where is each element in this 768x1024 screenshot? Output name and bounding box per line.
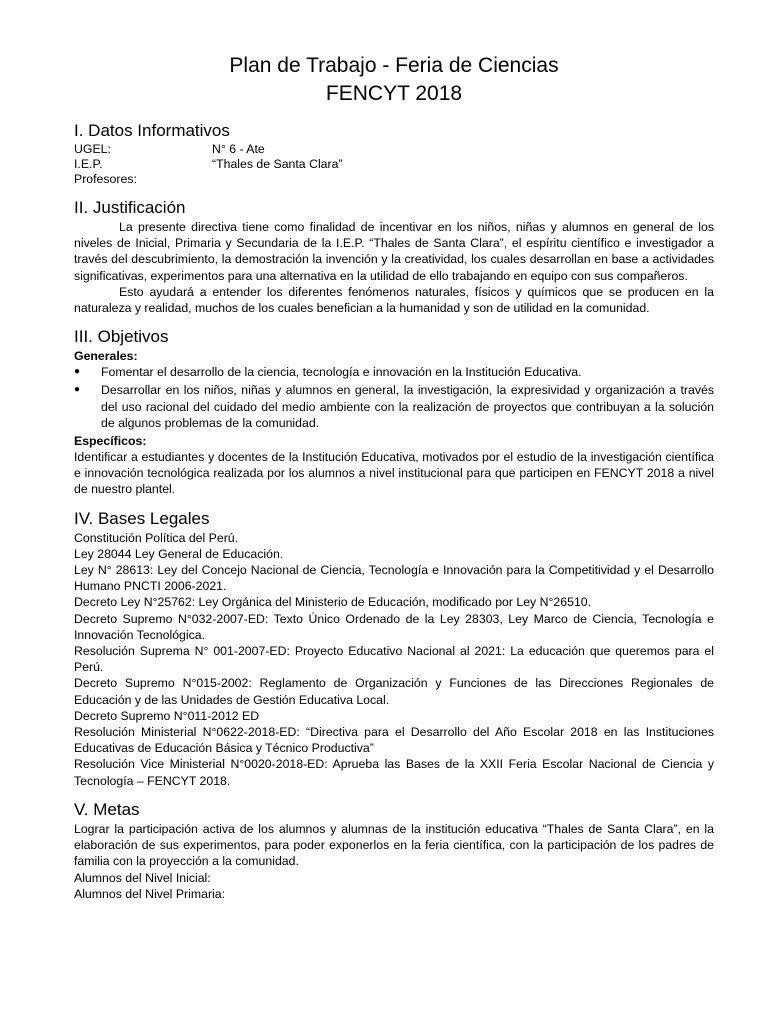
section-datos <box>74 120 714 187</box>
section-heading-bases: IV. Bases Legales <box>74 508 210 528</box>
legal-item: Resolución Ministerial N°0622-2018-ED: “Directiva para el Desarrollo del Año Escolar 2018 en las Instituciones Educativas de Educación Básica y Técnico Productiva” <box>74 725 714 756</box>
info-row <box>74 157 714 172</box>
document-subtitle: FENCYT 2018 <box>325 82 463 105</box>
info-label: Profesores: <box>74 172 137 186</box>
bullet-list <box>74 364 714 431</box>
section-bases-legales <box>74 508 714 789</box>
title-block <box>74 52 714 108</box>
legal-item: Decreto Supremo N°032-2007-ED: Texto Único Ordenado de la Ley 28303, Ley Marco de Ciencia, Tecnología e Innovación Tecnológica. <box>74 611 714 642</box>
section-heading-justificacion: II. Justificación <box>74 198 186 217</box>
list-item-text: Desarrollar en los niños, niñas y alumnos en general, la investigación, la expresividad y organización a través del uso racional del cuidado del medio ambiente con la realización de proyectos que contribuyan a la solución de algunos problemas de la comunidad. <box>101 383 714 430</box>
list-item-text: Fomentar el desarrollo de la ciencia, tecnología e innovación en la Institución Educativa. <box>101 365 582 380</box>
info-label: UGEL: <box>74 142 111 156</box>
legal-item: Ley 28044 Ley General de Educación. <box>74 546 284 561</box>
metas-line: Alumnos del Nivel Inicial: <box>74 870 211 885</box>
legal-item: Decreto Supremo N°015-2002: Reglamento de Organización y Funciones de las Direcciones Regionales de Educación y de las Unidades de Gestión Educativa Local. <box>74 676 714 707</box>
subheading-generales: Generales: <box>74 349 138 364</box>
section-heading-objetivos: III. Objetivos <box>74 327 169 347</box>
list-item <box>74 364 714 380</box>
paragraph: La presente directiva tiene como finalidad de incentivar en los niños, niñas y alumnos en general de los niveles de Inicial, Primaria y Secundaria de la I.E.P. “Thales de Santa Clara”, el espíritu científico e investigador a través del descubrimiento, la demostración la invención y la creatividad, los cuales desarrollan en base a actividades significativas, experimentos para una alternativa en la utilidad de ello trabajando en equipo con sus compañeros. <box>74 220 714 283</box>
document-title: Plan de Trabajo - Feria de Ciencias <box>229 54 559 77</box>
subheading-especificos: Específicos: <box>74 434 147 449</box>
section-metas <box>74 799 714 902</box>
section-objetivos <box>74 326 714 497</box>
paragraph: Esto ayudará a entender los diferentes fenómenos naturales, físicos y químicos que se producen en la naturaleza y realidad, muchos de los cuales benefician a la humanidad y son de utilidad en la comunidad. <box>74 284 714 316</box>
bullet-icon: ● <box>74 366 81 378</box>
section-heading-datos: I. Datos Informativos <box>74 121 230 140</box>
legal-item: Resolución Vice Ministerial N°0020-2018-ED: Aprueba las Bases de la XXII Feria Escolar Nacional de Ciencia y Tecnología – FENCYT 2018. <box>74 757 714 788</box>
section-justificacion <box>74 197 714 316</box>
info-label: I.E.P. <box>74 157 103 171</box>
info-value: “Thales de Santa Clara” <box>212 157 343 171</box>
legal-item: Resolución Suprema N° 001-2007-ED: Proyecto Educativo Nacional al 2021: La educación que queremos para el Perú. <box>74 644 714 675</box>
info-value: N° 6 - Ate <box>212 142 265 156</box>
info-row <box>74 172 714 187</box>
legal-item: Constitución Política del Perú. <box>74 530 239 545</box>
legal-item: Decreto Ley N°25762: Ley Orgánica del Ministerio de Educación, modificado por Ley N°26510. <box>74 595 592 610</box>
document-page <box>74 52 714 912</box>
list-item <box>74 382 714 431</box>
legal-item: Decreto Supremo N°011-2012 ED <box>74 708 260 723</box>
bullet-icon: ● <box>74 384 81 396</box>
metas-line: Alumnos del Nivel Primaria: <box>74 886 226 901</box>
section-heading-metas: V. Metas <box>74 799 140 819</box>
info-row <box>74 142 714 157</box>
paragraph: Identificar a estudiantes y docentes de la Institución Educativa, motivados por el estudio de la investigación científica e innovación tecnológica realizada por los alumnos a nivel institucional para que participen en FENCYT 2018 a nivel de nuestro plantel. <box>74 450 714 497</box>
paragraph: Lograr la participación activa de los alumnos y alumnas de la institución educativa “Thales de Santa Clara”, en la elaboración de sus experimentos, para poder exponerlos en la feria científica, con la participación de los padres de familia con la proyección a la comunidad. <box>74 821 714 869</box>
legal-item: Ley N° 28613: Ley del Concejo Nacional de Ciencia, Tecnología e Innovación para la Competitividad y el Desarrollo Humano PNCTI 2006-2021. <box>74 563 714 594</box>
